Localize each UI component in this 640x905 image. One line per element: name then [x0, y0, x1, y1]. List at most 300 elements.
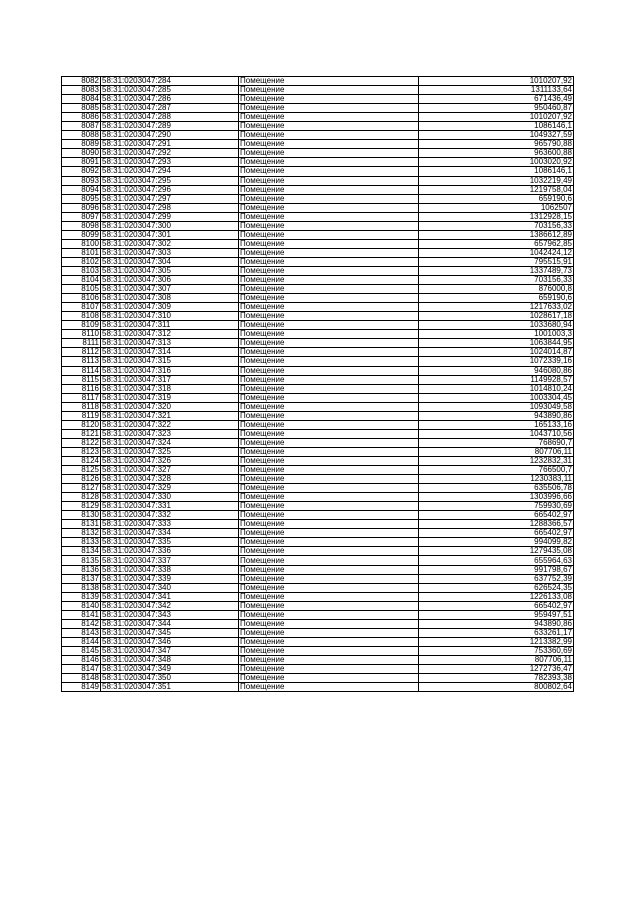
cadastral-value-cell: 991798,67 [419, 565, 574, 574]
cadastral-value-cell: 753360,69 [419, 646, 574, 655]
table-row [62, 511, 574, 520]
cadastral-number-cell: 58:31:0203047:348 [101, 656, 239, 665]
table-row [62, 456, 574, 465]
object-type-cell: Помещение [239, 122, 419, 131]
row-number-cell: 8144 [62, 637, 101, 646]
cadastral-value-cell: 659190,6 [419, 194, 574, 203]
row-number-cell: 8126 [62, 475, 101, 484]
cadastral-value-cell: 1386612,89 [419, 230, 574, 239]
row-number-cell: 8118 [62, 402, 101, 411]
table-row [62, 239, 574, 248]
cadastral-value-cell: 626524,35 [419, 583, 574, 592]
object-type-cell: Помещение [239, 312, 419, 321]
cadastral-number-cell: 58:31:0203047:288 [101, 113, 239, 122]
cadastral-value-cell: 1003304,45 [419, 393, 574, 402]
object-type-cell: Помещение [239, 493, 419, 502]
cadastral-value-cell: 657962,85 [419, 239, 574, 248]
cadastral-value-cell: 1042424,12 [419, 248, 574, 257]
cadastral-value-cell: 1010207,92 [419, 113, 574, 122]
row-number-cell: 8107 [62, 303, 101, 312]
table-row [62, 656, 574, 665]
cadastral-number-cell: 58:31:0203047:336 [101, 547, 239, 556]
cadastral-number-cell: 58:31:0203047:307 [101, 285, 239, 294]
cadastral-value-cell: 659190,6 [419, 294, 574, 303]
row-number-cell: 8123 [62, 447, 101, 456]
cadastral-number-cell: 58:31:0203047:330 [101, 493, 239, 502]
cadastral-number-cell: 58:31:0203047:319 [101, 393, 239, 402]
cadastral-value-cell: 1312928,15 [419, 212, 574, 221]
table-row [62, 348, 574, 357]
table-row [62, 131, 574, 140]
table-row [62, 113, 574, 122]
row-number-cell: 8099 [62, 230, 101, 239]
cadastral-number-cell: 58:31:0203047:320 [101, 402, 239, 411]
cadastral-value-cell: 1093049,58 [419, 402, 574, 411]
cadastral-value-cell: 1028617,18 [419, 312, 574, 321]
table-row [62, 393, 574, 402]
object-type-cell: Помещение [239, 357, 419, 366]
cadastral-number-cell: 58:31:0203047:302 [101, 239, 239, 248]
object-type-cell: Помещение [239, 610, 419, 619]
cadastral-number-cell: 58:31:0203047:340 [101, 583, 239, 592]
cadastral-number-cell: 58:31:0203047:286 [101, 95, 239, 104]
table-row [62, 285, 574, 294]
table-row [62, 592, 574, 601]
cadastral-number-cell: 58:31:0203047:297 [101, 194, 239, 203]
object-type-cell: Помещение [239, 257, 419, 266]
cadastral-number-cell: 58:31:0203047:351 [101, 683, 239, 692]
row-number-cell: 8082 [62, 77, 101, 86]
cadastral-value-cell: 807706,11 [419, 447, 574, 456]
object-type-cell: Помещение [239, 248, 419, 257]
row-number-cell: 8115 [62, 375, 101, 384]
row-number-cell: 8092 [62, 167, 101, 176]
object-type-cell: Помещение [239, 420, 419, 429]
object-type-cell: Помещение [239, 303, 419, 312]
object-type-cell: Помещение [239, 321, 419, 330]
object-type-cell: Помещение [239, 683, 419, 692]
row-number-cell: 8128 [62, 493, 101, 502]
table-row [62, 683, 574, 692]
cadastral-value-cell: 1024014,87 [419, 348, 574, 357]
object-type-cell: Помещение [239, 266, 419, 275]
object-type-cell: Помещение [239, 447, 419, 456]
object-type-cell: Помещение [239, 511, 419, 520]
row-number-cell: 8124 [62, 456, 101, 465]
cadastral-number-cell: 58:31:0203047:346 [101, 637, 239, 646]
table-row [62, 601, 574, 610]
cadastral-number-cell: 58:31:0203047:304 [101, 257, 239, 266]
row-number-cell: 8100 [62, 239, 101, 248]
cadastral-number-cell: 58:31:0203047:345 [101, 628, 239, 637]
cadastral-value-cell: 1062507 [419, 203, 574, 212]
row-number-cell: 8108 [62, 312, 101, 321]
object-type-cell: Помещение [239, 203, 419, 212]
cadastral-number-cell: 58:31:0203047:342 [101, 601, 239, 610]
cadastral-value-cell: 1014810,24 [419, 384, 574, 393]
object-type-cell: Помещение [239, 583, 419, 592]
object-type-cell: Помещение [239, 384, 419, 393]
table-row [62, 565, 574, 574]
table-row [62, 574, 574, 583]
cadastral-value-cell: 703156,33 [419, 276, 574, 285]
cadastral-value-cell: 1010207,92 [419, 77, 574, 86]
cadastral-value-cell: 1311133,64 [419, 86, 574, 95]
row-number-cell: 8097 [62, 212, 101, 221]
property-register-table [61, 76, 574, 692]
row-number-cell: 8148 [62, 674, 101, 683]
cadastral-number-cell: 58:31:0203047:303 [101, 248, 239, 257]
table-row [62, 303, 574, 312]
cadastral-number-cell: 58:31:0203047:349 [101, 665, 239, 674]
cadastral-value-cell: 665402,97 [419, 511, 574, 520]
object-type-cell: Помещение [239, 239, 419, 248]
cadastral-value-cell: 782393,38 [419, 674, 574, 683]
row-number-cell: 8106 [62, 294, 101, 303]
cadastral-number-cell: 58:31:0203047:284 [101, 77, 239, 86]
cadastral-number-cell: 58:31:0203047:310 [101, 312, 239, 321]
cadastral-value-cell: 876000,8 [419, 285, 574, 294]
object-type-cell: Помещение [239, 366, 419, 375]
table-row [62, 266, 574, 275]
object-type-cell: Помещение [239, 592, 419, 601]
object-type-cell: Помещение [239, 529, 419, 538]
row-number-cell: 8093 [62, 176, 101, 185]
cadastral-value-cell: 795515,91 [419, 257, 574, 266]
table-row [62, 619, 574, 628]
table-row [62, 366, 574, 375]
object-type-cell: Помещение [239, 601, 419, 610]
cadastral-number-cell: 58:31:0203047:296 [101, 185, 239, 194]
cadastral-number-cell: 58:31:0203047:327 [101, 466, 239, 475]
row-number-cell: 8137 [62, 574, 101, 583]
row-number-cell: 8130 [62, 511, 101, 520]
row-number-cell: 8122 [62, 438, 101, 447]
row-number-cell: 8105 [62, 285, 101, 294]
cadastral-number-cell: 58:31:0203047:292 [101, 149, 239, 158]
cadastral-value-cell: 994099,82 [419, 538, 574, 547]
table-row [62, 158, 574, 167]
row-number-cell: 8088 [62, 131, 101, 140]
table-row [62, 122, 574, 131]
object-type-cell: Помещение [239, 149, 419, 158]
cadastral-number-cell: 58:31:0203047:299 [101, 212, 239, 221]
cadastral-value-cell: 766500,7 [419, 466, 574, 475]
table-row [62, 104, 574, 113]
table-row [62, 140, 574, 149]
table-row [62, 276, 574, 285]
object-type-cell: Помещение [239, 95, 419, 104]
object-type-cell: Помещение [239, 565, 419, 574]
row-number-cell: 8138 [62, 583, 101, 592]
row-number-cell: 8125 [62, 466, 101, 475]
object-type-cell: Помещение [239, 167, 419, 176]
cadastral-number-cell: 58:31:0203047:332 [101, 511, 239, 520]
cadastral-number-cell: 58:31:0203047:338 [101, 565, 239, 574]
row-number-cell: 8129 [62, 502, 101, 511]
object-type-cell: Помещение [239, 104, 419, 113]
object-type-cell: Помещение [239, 475, 419, 484]
cadastral-number-cell: 58:31:0203047:341 [101, 592, 239, 601]
table-row [62, 384, 574, 393]
object-type-cell: Помещение [239, 276, 419, 285]
object-type-cell: Помещение [239, 212, 419, 221]
cadastral-value-cell: 1086146,1 [419, 122, 574, 131]
table-row [62, 149, 574, 158]
row-number-cell: 8143 [62, 628, 101, 637]
cadastral-value-cell: 633261,17 [419, 628, 574, 637]
cadastral-value-cell: 800802,64 [419, 683, 574, 692]
object-type-cell: Помещение [239, 484, 419, 493]
cadastral-value-cell: 1149928,57 [419, 375, 574, 384]
cadastral-number-cell: 58:31:0203047:334 [101, 529, 239, 538]
cadastral-value-cell: 1303996,66 [419, 493, 574, 502]
cadastral-number-cell: 58:31:0203047:344 [101, 619, 239, 628]
cadastral-number-cell: 58:31:0203047:328 [101, 475, 239, 484]
table-row [62, 520, 574, 529]
object-type-cell: Помещение [239, 86, 419, 95]
table-row [62, 438, 574, 447]
table-row [62, 556, 574, 565]
cadastral-value-cell: 1230383,11 [419, 475, 574, 484]
row-number-cell: 8112 [62, 348, 101, 357]
row-number-cell: 8102 [62, 257, 101, 266]
row-number-cell: 8117 [62, 393, 101, 402]
table-row [62, 502, 574, 511]
object-type-cell: Помещение [239, 656, 419, 665]
object-type-cell: Помещение [239, 674, 419, 683]
cadastral-value-cell: 165133,16 [419, 420, 574, 429]
cadastral-number-cell: 58:31:0203047:318 [101, 384, 239, 393]
row-number-cell: 8145 [62, 646, 101, 655]
object-type-cell: Помещение [239, 221, 419, 230]
row-number-cell: 8140 [62, 601, 101, 610]
cadastral-number-cell: 58:31:0203047:329 [101, 484, 239, 493]
cadastral-number-cell: 58:31:0203047:335 [101, 538, 239, 547]
table-row [62, 429, 574, 438]
object-type-cell: Помещение [239, 665, 419, 674]
table-row [62, 294, 574, 303]
table-row [62, 330, 574, 339]
row-number-cell: 8083 [62, 86, 101, 95]
table-row [62, 665, 574, 674]
cadastral-number-cell: 58:31:0203047:306 [101, 276, 239, 285]
cadastral-number-cell: 58:31:0203047:325 [101, 447, 239, 456]
cadastral-number-cell: 58:31:0203047:290 [101, 131, 239, 140]
cadastral-value-cell: 946080,86 [419, 366, 574, 375]
cadastral-number-cell: 58:31:0203047:317 [101, 375, 239, 384]
object-type-cell: Помещение [239, 646, 419, 655]
table-row [62, 610, 574, 619]
object-type-cell: Помещение [239, 429, 419, 438]
table-row [62, 484, 574, 493]
cadastral-number-cell: 58:31:0203047:312 [101, 330, 239, 339]
table-row [62, 493, 574, 502]
row-number-cell: 8132 [62, 529, 101, 538]
cadastral-value-cell: 1032219,49 [419, 176, 574, 185]
row-number-cell: 8101 [62, 248, 101, 257]
object-type-cell: Помещение [239, 619, 419, 628]
cadastral-value-cell: 1003020,92 [419, 158, 574, 167]
table-row [62, 339, 574, 348]
table-row [62, 674, 574, 683]
cadastral-number-cell: 58:31:0203047:294 [101, 167, 239, 176]
table-row [62, 402, 574, 411]
object-type-cell: Помещение [239, 502, 419, 511]
object-type-cell: Помещение [239, 520, 419, 529]
cadastral-number-cell: 58:31:0203047:287 [101, 104, 239, 113]
cadastral-number-cell: 58:31:0203047:311 [101, 321, 239, 330]
object-type-cell: Помещение [239, 547, 419, 556]
cadastral-number-cell: 58:31:0203047:314 [101, 348, 239, 357]
object-type-cell: Помещение [239, 574, 419, 583]
object-type-cell: Помещение [239, 176, 419, 185]
cadastral-value-cell: 1279435,08 [419, 547, 574, 556]
cadastral-value-cell: 1043710,56 [419, 429, 574, 438]
cadastral-number-cell: 58:31:0203047:333 [101, 520, 239, 529]
object-type-cell: Помещение [239, 131, 419, 140]
cadastral-value-cell: 1272736,47 [419, 665, 574, 674]
cadastral-number-cell: 58:31:0203047:316 [101, 366, 239, 375]
table-row [62, 86, 574, 95]
row-number-cell: 8089 [62, 140, 101, 149]
cadastral-number-cell: 58:31:0203047:315 [101, 357, 239, 366]
table-row [62, 230, 574, 239]
table-row [62, 375, 574, 384]
table-row [62, 321, 574, 330]
row-number-cell: 8087 [62, 122, 101, 131]
cadastral-number-cell: 58:31:0203047:301 [101, 230, 239, 239]
row-number-cell: 8119 [62, 411, 101, 420]
object-type-cell: Помещение [239, 637, 419, 646]
cadastral-value-cell: 635506,78 [419, 484, 574, 493]
row-number-cell: 8091 [62, 158, 101, 167]
table-row [62, 538, 574, 547]
cadastral-value-cell: 1288366,57 [419, 520, 574, 529]
row-number-cell: 8149 [62, 683, 101, 692]
cadastral-value-cell: 1033680,94 [419, 321, 574, 330]
object-type-cell: Помещение [239, 230, 419, 239]
cadastral-number-cell: 58:31:0203047:308 [101, 294, 239, 303]
cadastral-value-cell: 759930,69 [419, 502, 574, 511]
cadastral-number-cell: 58:31:0203047:298 [101, 203, 239, 212]
row-number-cell: 8114 [62, 366, 101, 375]
row-number-cell: 8142 [62, 619, 101, 628]
row-number-cell: 8109 [62, 321, 101, 330]
cadastral-number-cell: 58:31:0203047:289 [101, 122, 239, 131]
row-number-cell: 8146 [62, 656, 101, 665]
cadastral-value-cell: 1049327,59 [419, 131, 574, 140]
row-number-cell: 8147 [62, 665, 101, 674]
table-row [62, 176, 574, 185]
table-row [62, 466, 574, 475]
cadastral-number-cell: 58:31:0203047:337 [101, 556, 239, 565]
table-row [62, 583, 574, 592]
object-type-cell: Помещение [239, 466, 419, 475]
cadastral-value-cell: 943890,86 [419, 411, 574, 420]
cadastral-value-cell: 1232832,31 [419, 456, 574, 465]
table-row [62, 420, 574, 429]
object-type-cell: Помещение [239, 438, 419, 447]
cadastral-value-cell: 1226133,08 [419, 592, 574, 601]
object-type-cell: Помещение [239, 294, 419, 303]
cadastral-number-cell: 58:31:0203047:323 [101, 429, 239, 438]
cadastral-number-cell: 58:31:0203047:291 [101, 140, 239, 149]
cadastral-value-cell: 1063844,95 [419, 339, 574, 348]
cadastral-value-cell: 943890,86 [419, 619, 574, 628]
row-number-cell: 8095 [62, 194, 101, 203]
table-row [62, 248, 574, 257]
row-number-cell: 8127 [62, 484, 101, 493]
row-number-cell: 8120 [62, 420, 101, 429]
row-number-cell: 8103 [62, 266, 101, 275]
cadastral-value-cell: 1072339,16 [419, 357, 574, 366]
row-number-cell: 8121 [62, 429, 101, 438]
cadastral-number-cell: 58:31:0203047:305 [101, 266, 239, 275]
table-row [62, 77, 574, 86]
table-row [62, 547, 574, 556]
cadastral-number-cell: 58:31:0203047:300 [101, 221, 239, 230]
object-type-cell: Помещение [239, 158, 419, 167]
cadastral-number-cell: 58:31:0203047:326 [101, 456, 239, 465]
object-type-cell: Помещение [239, 393, 419, 402]
cadastral-number-cell: 58:31:0203047:285 [101, 86, 239, 95]
table-row [62, 312, 574, 321]
cadastral-value-cell: 950460,87 [419, 104, 574, 113]
cadastral-value-cell: 637752,39 [419, 574, 574, 583]
object-type-cell: Помещение [239, 556, 419, 565]
row-number-cell: 8090 [62, 149, 101, 158]
cadastral-value-cell: 665402,97 [419, 601, 574, 610]
table-row [62, 628, 574, 637]
row-number-cell: 8111 [62, 339, 101, 348]
row-number-cell: 8096 [62, 203, 101, 212]
object-type-cell: Помещение [239, 330, 419, 339]
cadastral-number-cell: 58:31:0203047:322 [101, 420, 239, 429]
cadastral-value-cell: 1001003,3 [419, 330, 574, 339]
cadastral-value-cell: 1217633,02 [419, 303, 574, 312]
row-number-cell: 8110 [62, 330, 101, 339]
table-row [62, 95, 574, 104]
row-number-cell: 8086 [62, 113, 101, 122]
row-number-cell: 8136 [62, 565, 101, 574]
row-number-cell: 8085 [62, 104, 101, 113]
object-type-cell: Помещение [239, 185, 419, 194]
cadastral-value-cell: 959497,51 [419, 610, 574, 619]
cadastral-value-cell: 703156,33 [419, 221, 574, 230]
table-row [62, 411, 574, 420]
row-number-cell: 8135 [62, 556, 101, 565]
table-row [62, 637, 574, 646]
cadastral-number-cell: 58:31:0203047:343 [101, 610, 239, 619]
object-type-cell: Помещение [239, 339, 419, 348]
object-type-cell: Помещение [239, 628, 419, 637]
cadastral-number-cell: 58:31:0203047:347 [101, 646, 239, 655]
row-number-cell: 8098 [62, 221, 101, 230]
cadastral-value-cell: 807706,11 [419, 656, 574, 665]
cadastral-value-cell: 1337489,73 [419, 266, 574, 275]
cadastral-value-cell: 655964,63 [419, 556, 574, 565]
cadastral-value-cell: 965790,88 [419, 140, 574, 149]
row-number-cell: 8116 [62, 384, 101, 393]
cadastral-number-cell: 58:31:0203047:293 [101, 158, 239, 167]
row-number-cell: 8131 [62, 520, 101, 529]
row-number-cell: 8104 [62, 276, 101, 285]
row-number-cell: 8134 [62, 547, 101, 556]
object-type-cell: Помещение [239, 194, 419, 203]
cadastral-value-cell: 768690,7 [419, 438, 574, 447]
table-row [62, 357, 574, 366]
